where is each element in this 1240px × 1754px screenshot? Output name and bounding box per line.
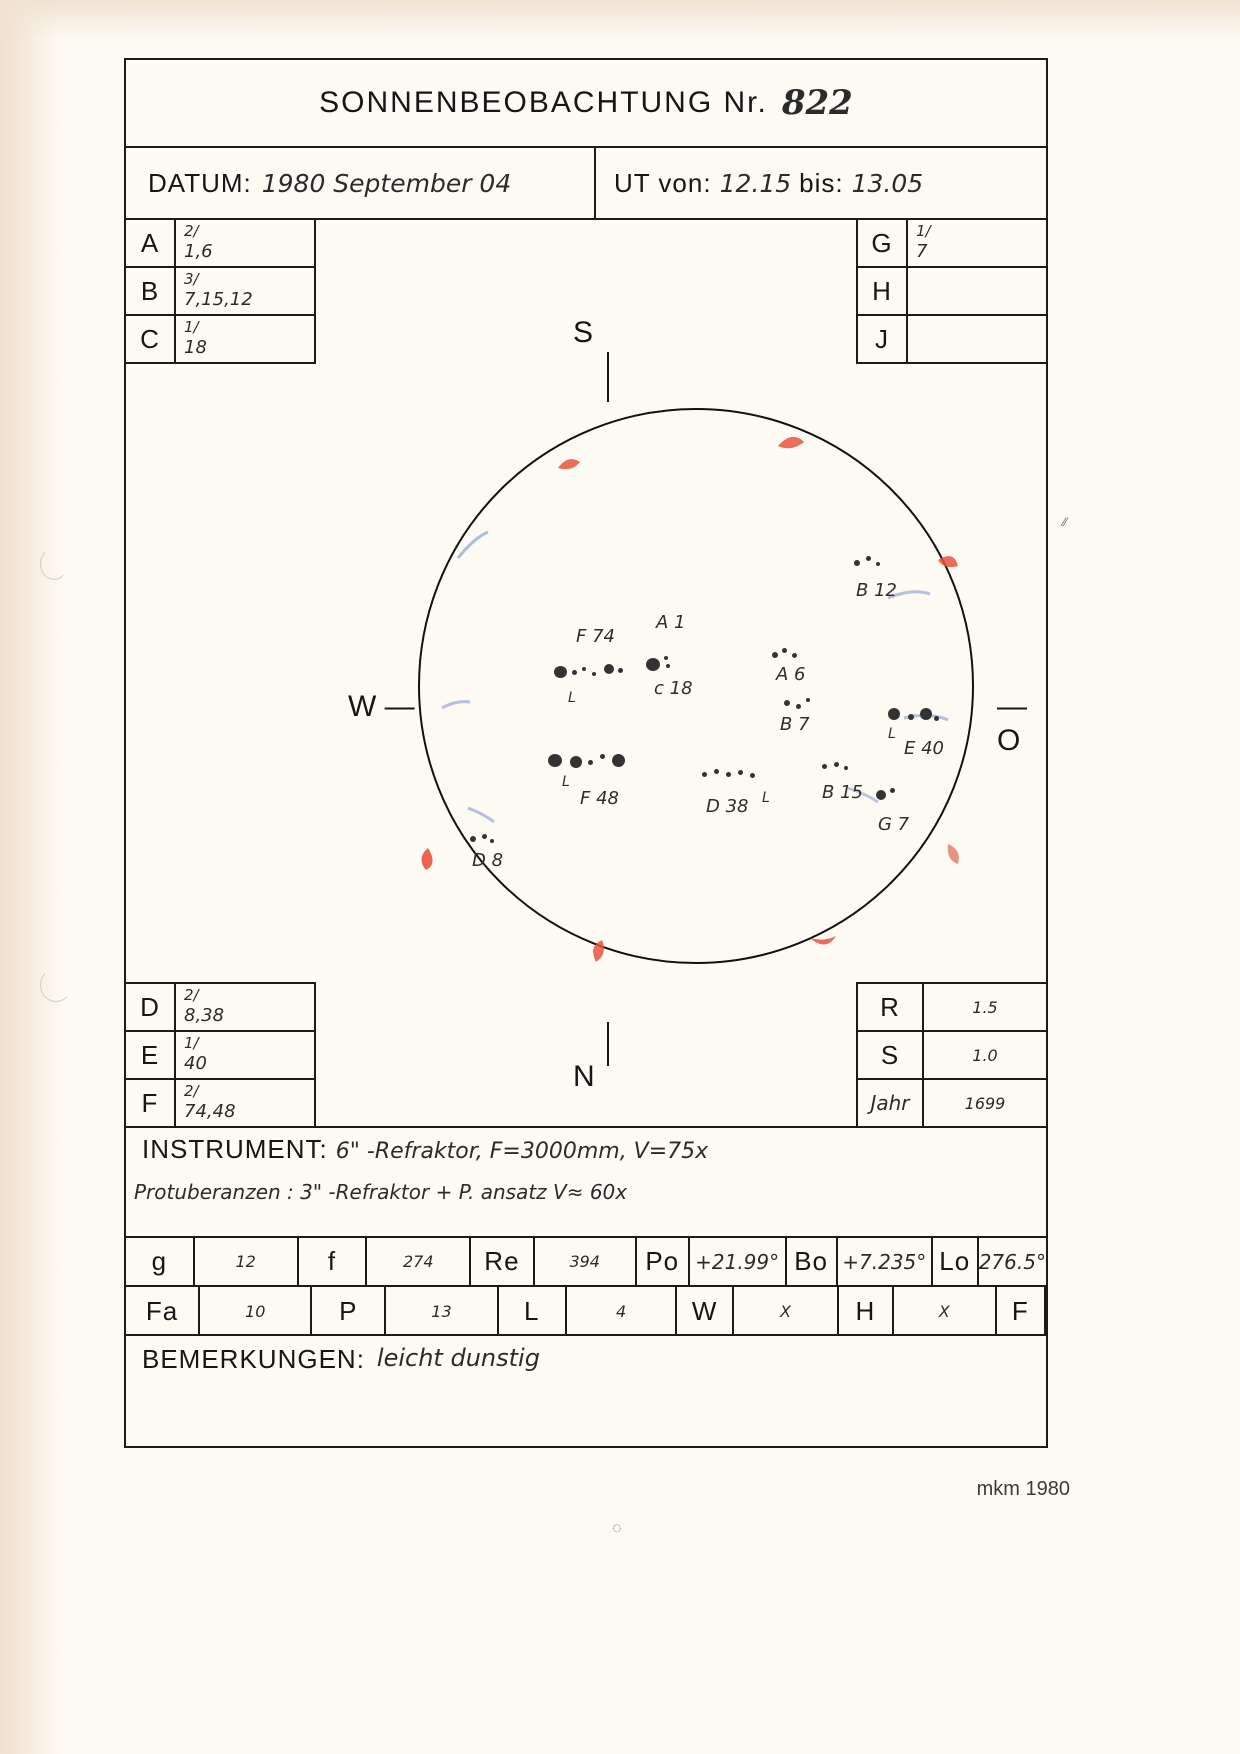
sunspot-group-g7: [876, 786, 902, 804]
value-f: [367, 1238, 471, 1285]
table-row: [856, 316, 1046, 364]
seeing-r-text: 1.5: [972, 997, 998, 1017]
key-f: f: [299, 1238, 368, 1285]
direction-label-south: S: [573, 316, 594, 349]
prominences-overlay: [418, 408, 974, 964]
seeing-value-s: [924, 1032, 1046, 1078]
sunspot-group-f74: [554, 658, 644, 684]
key-f2: F: [997, 1287, 1046, 1336]
direction-label-west: W —: [348, 690, 415, 723]
date-value: 1980 September 04: [261, 168, 512, 198]
key-lo: Lo: [933, 1238, 979, 1285]
instrument-label: INSTRUMENT:: [142, 1134, 328, 1164]
group-count-c: 1/: [184, 318, 199, 336]
form-title-row: [126, 60, 1046, 148]
value-fa-text: 10: [245, 1302, 266, 1321]
form-title: SONNENBEOBACHTUNG Nr.: [319, 86, 768, 119]
group-detail-c: 18: [184, 337, 207, 358]
group-key-b: B: [126, 268, 176, 314]
group-count-f: 2/: [184, 1082, 199, 1100]
paper-edge-left: [0, 0, 60, 1754]
year-key: Jahr: [858, 1080, 924, 1126]
value-po: [690, 1238, 787, 1285]
table-row: [856, 982, 1046, 1030]
paper-edge-top: [0, 0, 1240, 40]
table-row: [126, 316, 316, 364]
date-time-row: [126, 148, 1046, 220]
seeing-key-r: R: [858, 984, 924, 1030]
value-bo: [838, 1238, 933, 1285]
ut-to-label: bis:: [799, 167, 844, 198]
remarks-block: [126, 1336, 1046, 1446]
value-po-text: +21.99°: [695, 1249, 780, 1274]
seeing-s-text: 1.0: [972, 1045, 998, 1065]
sunspot-group-d38: [702, 766, 762, 784]
tick-south: [607, 352, 609, 402]
key-p: P: [312, 1287, 386, 1336]
seeing-table: [856, 982, 1046, 1126]
spot-label: L: [568, 690, 576, 706]
value-l: [567, 1287, 677, 1336]
spot-label: G 7: [878, 814, 910, 835]
scan-artifact: ⁄⁄: [1063, 515, 1068, 529]
seeing-key-s: S: [858, 1032, 924, 1078]
group-count-b: 3/: [184, 270, 199, 288]
group-value-c: [176, 316, 316, 362]
value-w-text: X: [780, 1302, 791, 1321]
key-re: Re: [471, 1238, 534, 1285]
punch-hole-lower: [40, 968, 72, 1002]
punch-hole-upper: [40, 548, 68, 580]
sunspot-group-a1: [646, 654, 676, 678]
value-p-text: 13: [431, 1302, 452, 1321]
sunspot-group-d8: [470, 832, 500, 850]
spot-label: B 15: [822, 782, 863, 803]
group-value-d: [176, 984, 316, 1030]
value-g-text: 12: [235, 1252, 256, 1271]
measurements-row-1: [126, 1238, 1046, 1287]
sunspot-group-b12: [854, 556, 888, 576]
group-detail-g: 7: [916, 241, 928, 262]
group-key-j: J: [858, 316, 908, 362]
spot-label: B 7: [780, 714, 810, 735]
value-fa: [200, 1287, 312, 1336]
observation-form: [124, 58, 1048, 1448]
key-h: H: [839, 1287, 894, 1336]
spot-label: F 74: [576, 626, 615, 647]
value-re: [535, 1238, 637, 1285]
value-l-text: 4: [615, 1302, 627, 1321]
value-f-text: 274: [402, 1252, 434, 1271]
spot-label: A 6: [776, 664, 806, 685]
ut-from-value: 12.15: [719, 168, 792, 198]
sunspot-group-b15: [822, 760, 856, 778]
group-detail-b: 7,15,12: [184, 289, 253, 310]
key-fa: Fa: [126, 1287, 200, 1336]
group-value-f: [176, 1080, 316, 1126]
table-row: [126, 268, 316, 316]
ut-to-value: 13.05: [851, 168, 924, 198]
direction-label-east: — O: [997, 690, 1027, 757]
table-row: [126, 220, 316, 268]
value-g: [195, 1238, 299, 1285]
group-table-left: [126, 220, 316, 364]
group-value-e: [176, 1032, 316, 1078]
date-cell: [126, 148, 596, 218]
spot-label: D 38: [706, 796, 749, 817]
group-value-g: [908, 220, 1046, 266]
value-lo-text: 276.5°: [978, 1249, 1046, 1274]
scan-artifact-bottom: ◌: [612, 1520, 622, 1537]
sun-disk: [418, 408, 974, 964]
instrument-block: [126, 1126, 1046, 1238]
table-row: [126, 1078, 316, 1126]
value-bo-text: +7.235°: [842, 1249, 927, 1274]
group-key-c: C: [126, 316, 176, 362]
spot-label: F 48: [580, 788, 619, 809]
key-w: W: [677, 1287, 734, 1336]
key-g: g: [126, 1238, 195, 1285]
seeing-value-r: [924, 984, 1046, 1030]
group-count-a: 2/: [184, 222, 199, 240]
table-row: [856, 220, 1046, 268]
table-row: [856, 1030, 1046, 1078]
spot-label: c 18: [654, 678, 693, 699]
instrument-line-1: [142, 1134, 708, 1165]
group-detail-e: 40: [184, 1053, 207, 1074]
group-key-d: D: [126, 984, 176, 1030]
instrument-value: 6" -Refraktor, F=3000mm, V=75x: [335, 1139, 709, 1164]
spot-label: L: [888, 726, 896, 742]
group-detail-d: 8,38: [184, 1005, 225, 1026]
spot-label: A 1: [656, 612, 686, 633]
group-value-h: [908, 268, 1046, 314]
group-key-e: E: [126, 1032, 176, 1078]
spot-label: L: [762, 790, 770, 806]
credit-text: mkm 1980: [976, 1478, 1070, 1500]
group-table-right: [856, 220, 1046, 364]
group-count-d: 2/: [184, 986, 199, 1004]
tick-north: [607, 1022, 609, 1066]
table-row: [856, 1078, 1046, 1126]
value-lo: [979, 1238, 1046, 1285]
key-bo: Bo: [787, 1238, 838, 1285]
table-row: [856, 268, 1046, 316]
group-key-h: H: [858, 268, 908, 314]
ut-from-label: UT von:: [614, 167, 712, 198]
spot-label: E 40: [904, 738, 944, 759]
measurements-grid: [126, 1238, 1046, 1336]
instrument-line-2: Protuberanzen : 3" -Refraktor + P. ansatz V≈ 60x: [134, 1180, 628, 1204]
key-l: L: [499, 1287, 567, 1336]
table-row: [126, 982, 316, 1030]
group-detail-a: 1,6: [184, 241, 213, 262]
measurements-row-2: [126, 1287, 1046, 1336]
group-table-bottom-left: [126, 982, 316, 1126]
value-w: [734, 1287, 839, 1336]
spot-label: D 8: [472, 850, 504, 871]
year-value: [924, 1080, 1046, 1126]
value-h-text: X: [938, 1302, 950, 1321]
sunspot-group-f48: [548, 748, 642, 776]
group-key-f: F: [126, 1080, 176, 1126]
sunspot-group-a6: [772, 646, 808, 666]
ut-cell: [596, 148, 1046, 218]
remarks-label: BEMERKUNGEN:: [142, 1344, 365, 1374]
value-p: [386, 1287, 498, 1336]
table-row: [126, 1030, 316, 1078]
group-value-b: [176, 268, 316, 314]
value-re-text: 394: [569, 1252, 600, 1271]
group-count-g: 1/: [916, 222, 931, 240]
group-count-e: 1/: [184, 1034, 199, 1052]
remarks-value: leicht dunstig: [376, 1344, 540, 1372]
group-value-j: [908, 316, 1046, 362]
spot-label: L: [562, 774, 570, 790]
group-key-a: A: [126, 220, 176, 266]
observation-number: 822: [781, 83, 853, 123]
spot-label: B 12: [856, 580, 897, 601]
sunspot-group-b7: [784, 696, 818, 716]
group-key-g: G: [858, 220, 908, 266]
year-text: 1699: [964, 1093, 1006, 1113]
group-value-a: [176, 220, 316, 266]
date-label: DATUM:: [148, 167, 252, 198]
direction-label-north: N: [573, 1060, 595, 1093]
sunspot-group-e40: [888, 704, 946, 732]
group-detail-f: 74,48: [184, 1101, 236, 1122]
key-po: Po: [637, 1238, 690, 1285]
value-h: [894, 1287, 997, 1336]
